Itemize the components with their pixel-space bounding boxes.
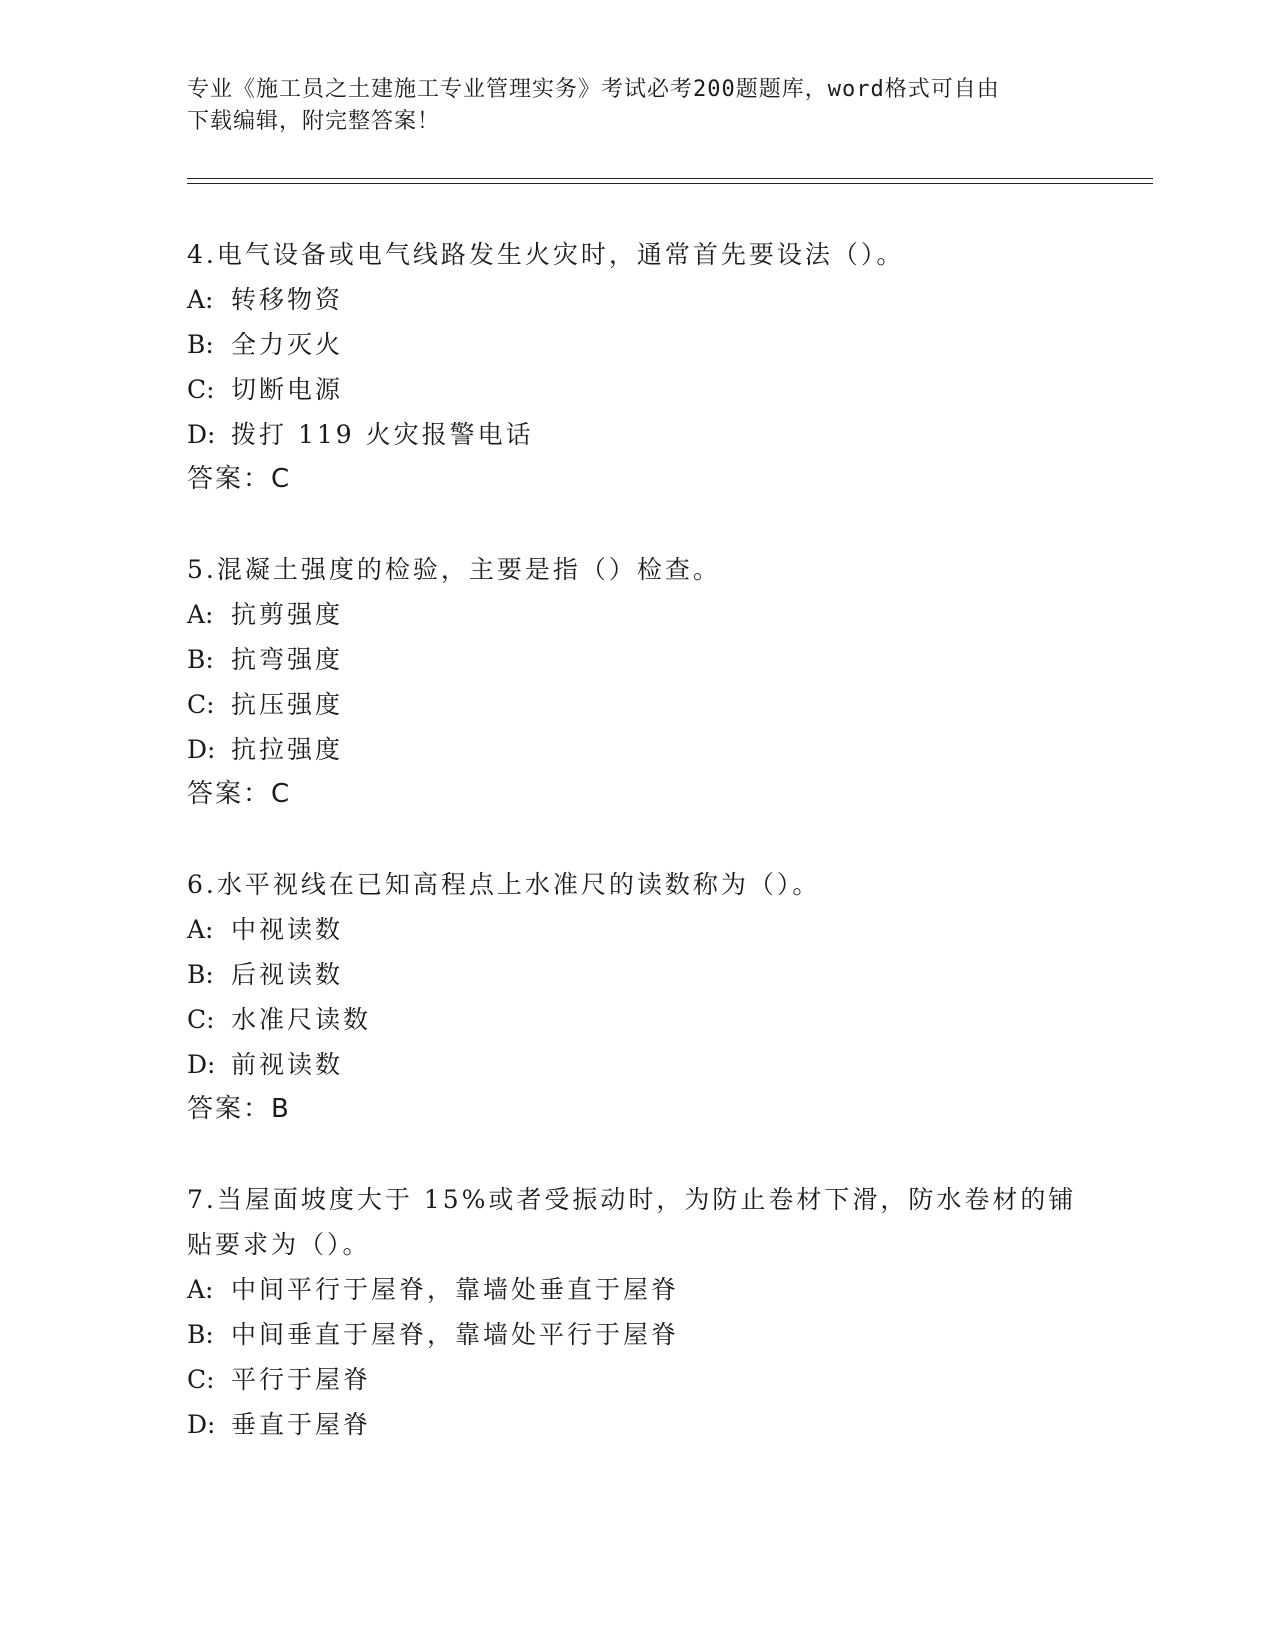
- question-7: [187, 1177, 1087, 1447]
- option-d: [187, 412, 1087, 457]
- option-letter: A:: [187, 285, 214, 314]
- option-a: [187, 907, 1087, 952]
- answer-line: 答案：B: [187, 1094, 291, 1124]
- answer-line: 答案：C: [187, 779, 292, 809]
- option-text: 全力灭火: [231, 330, 344, 359]
- question-5: [187, 547, 1087, 817]
- option-text: 垂直于屋脊: [231, 1410, 372, 1439]
- option-letter: B:: [187, 645, 214, 674]
- question-stem: 7.当屋面坡度大于 15%或者受振动时，为防止卷材下滑，防水卷材的铺: [187, 1185, 1077, 1214]
- option-c: [187, 997, 1087, 1042]
- option-text: 抗弯强度: [231, 645, 344, 674]
- option-c: [187, 682, 1087, 727]
- option-letter: C:: [187, 1365, 215, 1394]
- option-d: [187, 727, 1087, 772]
- option-c: [187, 1357, 1087, 1402]
- option-d: [187, 1042, 1087, 1087]
- question-stem: 4.电气设备或电气线路发生火灾时，通常首先要设法（）。: [187, 240, 905, 269]
- option-a: [187, 1267, 1087, 1312]
- answer-line: 答案：C: [187, 464, 292, 494]
- option-text: 转移物资: [231, 285, 344, 314]
- option-text: 中间平行于屋脊，靠墙处垂直于屋脊: [231, 1275, 680, 1304]
- option-letter: B:: [187, 960, 214, 989]
- question-stem: 6.水平视线在已知高程点上水准尺的读数称为（）。: [187, 870, 821, 899]
- option-letter: C:: [187, 690, 215, 719]
- option-text: 中间垂直于屋脊，靠墙处平行于屋脊: [231, 1320, 680, 1349]
- option-a: [187, 592, 1087, 637]
- option-letter: B:: [187, 330, 214, 359]
- option-letter: A:: [187, 600, 214, 629]
- option-letter: B:: [187, 1320, 214, 1349]
- option-letter: A:: [187, 1275, 214, 1304]
- option-text: 平行于屋脊: [231, 1365, 372, 1394]
- option-letter: A:: [187, 915, 214, 944]
- option-letter: D:: [187, 1410, 216, 1439]
- option-text: 水准尺读数: [231, 1005, 372, 1034]
- option-text: 前视读数: [231, 1050, 344, 1079]
- option-text: 拨打 119 火灾报警电话: [231, 420, 534, 449]
- option-b: [187, 322, 1087, 367]
- question-6: [187, 862, 1087, 1132]
- option-letter: C:: [187, 375, 215, 404]
- header-line-1: 专业《施工员之土建施工专业管理实务》考试必考200题题库，word格式可自由: [187, 77, 1000, 102]
- header-line-2: 下载编辑，附完整答案！: [187, 109, 441, 134]
- option-text: 中视读数: [231, 915, 344, 944]
- option-text: 后视读数: [231, 960, 344, 989]
- option-text: 切断电源: [231, 375, 344, 404]
- option-b: [187, 637, 1087, 682]
- question-stem: 5.混凝土强度的检验，主要是指（）检查。: [187, 555, 721, 584]
- option-text: 抗剪强度: [231, 600, 344, 629]
- option-letter: D:: [187, 1050, 216, 1079]
- option-b: [187, 952, 1087, 997]
- header-divider-bottom: [187, 183, 1153, 184]
- option-letter: D:: [187, 420, 216, 449]
- document-header: [187, 74, 1077, 138]
- option-letter: C:: [187, 1005, 215, 1034]
- header-divider-top: [187, 178, 1153, 179]
- option-text: 抗压强度: [231, 690, 344, 719]
- option-text: 抗拉强度: [231, 735, 344, 764]
- option-letter: D:: [187, 735, 216, 764]
- option-a: [187, 277, 1087, 322]
- question-stem-continued: 贴要求为（）。: [187, 1230, 371, 1259]
- option-c: [187, 367, 1087, 412]
- question-4: [187, 232, 1087, 502]
- option-d: [187, 1402, 1087, 1447]
- option-b: [187, 1312, 1087, 1357]
